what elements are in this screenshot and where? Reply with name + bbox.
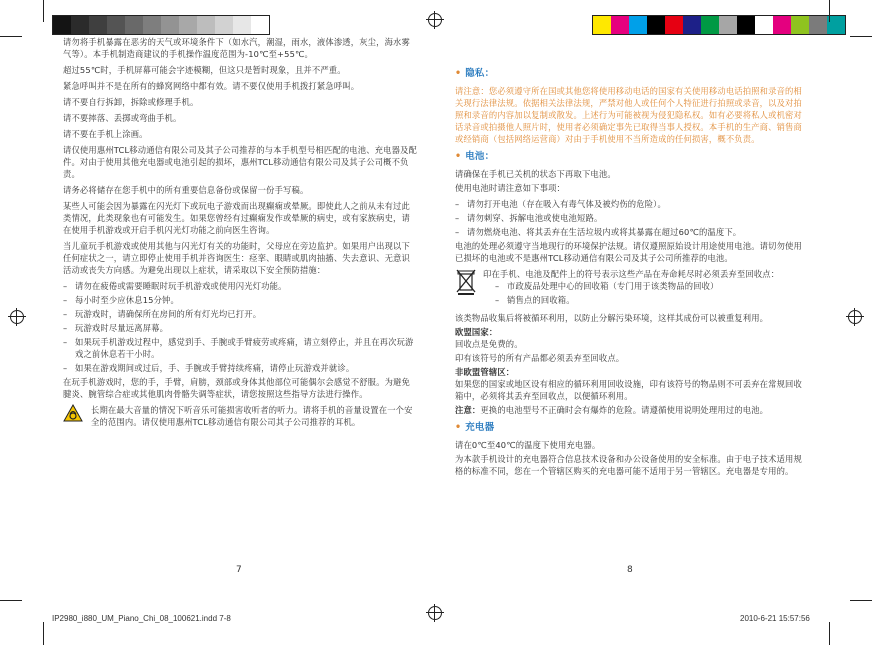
recycle-note: 印在手机、电池及配件上的符号表示这些产品在寿命耗尽时必须丢弃至回收点： – 市政废品处理中心的回收箱（专门用于该类物品的回收） – 销售点的回收箱。 <box>455 268 810 308</box>
color-swatch <box>773 16 791 34</box>
paragraph: 电池的处理必须遵守当地现行的环境保护法规。请仅遵照原始设计用途使用电池。请切勿使用已损坏的电池或不是惠州TCL移动通信有限公司及其子公司所推荐的电池。 <box>455 241 802 263</box>
color-swatch <box>251 16 269 34</box>
color-swatch <box>161 16 179 34</box>
color-swatch <box>737 16 755 34</box>
color-swatch <box>71 16 89 34</box>
paragraph: 某些人可能会因为暴露在闪光灯下或玩电子游戏而出现癫痫或晕厥。即使此人之前从未有过此类情况，此类现象也有可能发生。如果您曾经有过癫痫发作或晕厥的病史，或有家族病史，请在使用手机游戏或开启手机闪光灯功能之前向医生咨询。 <box>63 201 410 235</box>
color-swatch <box>89 16 107 34</box>
list-item: – 市政废品处理中心的回收箱（专门用于该类物品的回收） <box>495 281 719 291</box>
section-heading-privacy: • 隐私： <box>455 68 495 79</box>
color-strip-left <box>52 15 270 35</box>
page-number: 8 <box>627 565 633 575</box>
color-swatch <box>143 16 161 34</box>
warning-paragraph: 注意：更换的电池型号不正确时会有爆炸的危险。请遵循使用说明处理用过的电池。 <box>455 405 769 415</box>
timestamp-slug: 2010-6-21 15:57:56 <box>740 614 810 623</box>
paragraph: 请不要自行拆卸，拆除或修理手机。 <box>63 97 199 107</box>
color-swatch <box>701 16 719 34</box>
paragraph: 请不要摔落、丢掷或弯曲手机。 <box>63 113 182 123</box>
paragraph: 请勿将手机暴露在恶劣的天气或环境条件下（如水汽，潮湿，雨水，液体渗透，灰尘，海水雾气等）。本手机制造商建议的手机操作温度范围为-10℃至+55℃。 <box>63 37 410 59</box>
registration-mark-icon <box>846 308 864 326</box>
color-swatch <box>683 16 701 34</box>
list-item: – 玩游戏时，请确保所在房间的所有灯光均已打开。 <box>63 309 262 319</box>
color-swatch <box>665 16 683 34</box>
list-item: – 如果玩手机游戏过程中，感觉到手、手腕或手臂疲劳或疼痛，请立刻停止，并且在再次玩游戏之前休息若干小时。 <box>63 337 414 359</box>
color-swatch <box>629 16 647 34</box>
left-page-body <box>63 36 418 432</box>
color-swatch <box>809 16 827 34</box>
privacy-paragraph: 请注意：您必须遵守所在国或其他您将使用移动电话的国家有关使用移动电话拍照和录音的相关现行法律法规。依据相关法律法规，严禁对他人或任何个人特征进行拍照或录音，以及对拍照和录音的内容加以复制或散发。上述行为可能被视为侵犯隐私权。如有必要将私人或机密对话录音或拍摄他人照片时，使用者必须确定事先已取得当事人授权。本手机的生产商、销售商或经销商（包括网络运营商）对由于手机使用不当所造成的任何损害，概不负责。 <box>455 86 802 144</box>
color-swatch <box>197 16 215 34</box>
paragraph: 请在0℃至40℃的温度下使用充电器。 <box>455 440 601 450</box>
crop-mark <box>829 0 830 22</box>
crop-mark <box>43 0 44 22</box>
paragraph: 请不要在手机上涂画。 <box>63 129 148 139</box>
color-swatch <box>719 16 737 34</box>
crop-mark <box>0 36 22 37</box>
crop-mark <box>850 600 872 601</box>
paragraph: 印有该符号的所有产品都必须丢弃至回收点。 <box>455 353 625 363</box>
list-item: – 如果在游戏期间或过后，手、手腕或手臂持续疼痛，请停止玩游戏并就诊。 <box>63 363 355 373</box>
paragraph: 为本款手机设计的充电器符合信息技术设备和办公设备使用的安全标准。由于电子技术适用规格的标准不同，您在一个管辖区购买的充电器可能不适用于另一管辖区。充电器是专用的。 <box>455 454 802 476</box>
list-item: – 每小时至少应休息15分钟。 <box>63 295 179 305</box>
color-swatch <box>233 16 251 34</box>
paragraph: 如果您的国家或地区设有相应的循环利用回收设施，印有该符号的物品则不可丢弃在常规回收箱中，必须将其丢弃至回收点，以便循环利用。 <box>455 379 802 401</box>
file-slug: IP2980_i880_UM_Piano_Chi_08_100621.indd 7-8 <box>52 614 231 623</box>
color-swatch <box>755 16 773 34</box>
list-item: – 玩游戏时尽量远离屏幕。 <box>63 323 169 333</box>
paragraph: 紧急呼叫并不是在所有的蜂窝网络中都有效。请不要仅使用手机拨打紧急呼叫。 <box>63 81 360 91</box>
paragraph: 请仅使用惠州TCL移动通信有限公司及其子公司推荐的与本手机型号相匹配的电池、充电器及配件。对由于使用其他充电器或电池引起的损坏，惠州TCL移动通信有限公司及其子公司概不负责。 <box>63 145 418 179</box>
section-heading-battery: • 电池： <box>455 151 495 162</box>
crop-mark <box>0 600 22 601</box>
color-swatch <box>125 16 143 34</box>
right-page-body <box>455 62 810 481</box>
paragraph: 该类物品收集后将被循环利用，以防止分解污染环境，这样其成份可以被重复利用。 <box>455 313 769 323</box>
crop-mark <box>850 36 872 37</box>
hearing-warning-icon <box>63 404 91 428</box>
crop-mark <box>43 622 44 645</box>
color-swatch <box>647 16 665 34</box>
color-swatch <box>593 16 611 34</box>
crop-mark <box>829 622 830 645</box>
color-swatch <box>215 16 233 34</box>
list-item: – 请勿刺穿、拆解电池或使电池短路。 <box>455 213 603 223</box>
color-swatch <box>107 16 125 34</box>
color-swatch <box>791 16 809 34</box>
paragraph: 当儿童玩手机游戏或使用其他与闪光灯有关的功能时，父母应在旁边监护。如果用户出现以下任何症状之一，请立即停止使用手机并咨询医生：痉挛、眼睛或肌肉抽搐、失去意识、无意识活动或丧失方向感。为避免出现以上症状，请采取以下安全预防措施： <box>63 241 410 275</box>
registration-mark-icon <box>8 308 26 326</box>
registration-mark-icon <box>426 604 444 622</box>
registration-mark-icon <box>426 11 444 29</box>
list-item: – 销售点的回收箱。 <box>495 295 575 305</box>
color-swatch <box>53 16 71 34</box>
paragraph: 回收点是免费的。 <box>455 339 523 349</box>
non-eu-heading: 非欧盟管辖区： <box>455 367 515 377</box>
color-swatch <box>179 16 197 34</box>
hearing-note: 长期在最大音量的情况下听音乐可能损害收听者的听力。请将手机的音量设置在一个安全的范围内。请仅使用惠州TCL移动通信有限公司其子公司推荐的耳机。 <box>63 404 418 428</box>
page-number: 7 <box>236 565 242 575</box>
list-item: – 请勿在疲倦或需要睡眠时玩手机游戏或使用闪光灯功能。 <box>63 281 287 291</box>
paragraph: 超过55℃时，手机屏幕可能会字迹模糊，但这只是暂时现象，且并不严重。 <box>63 65 346 75</box>
paragraph: 在玩手机游戏时，您的手，手臂，肩膀，颈部或身体其他部位可能偶尔会感觉不舒服。为避免腱炎、腕管综合症或其他肌肉骨骼失调等症状，请您按照这些指导方法进行操作。 <box>63 377 410 399</box>
color-strip-right <box>592 15 846 35</box>
eu-heading: 欧盟国家： <box>455 327 498 337</box>
paragraph: 请确保在手机已关机的状态下再取下电池。 <box>455 169 616 179</box>
section-heading-charger: • 充电器 <box>455 422 495 433</box>
paragraph: 使用电池时请注意如下事项： <box>455 183 566 193</box>
color-swatch <box>611 16 629 34</box>
list-item: – 请勿打开电池（存在吸入有毒气体及被灼伤的危险）。 <box>455 199 666 209</box>
list-item: – 请勿燃烧电池、将其丢弃在生活垃圾内或将其暴露在超过60℃的温度下。 <box>455 227 742 237</box>
paragraph: 请务必将储存在您手机中的所有重要信息备份或保留一份手写稿。 <box>63 185 309 195</box>
crossed-out-bin-icon <box>455 268 483 308</box>
